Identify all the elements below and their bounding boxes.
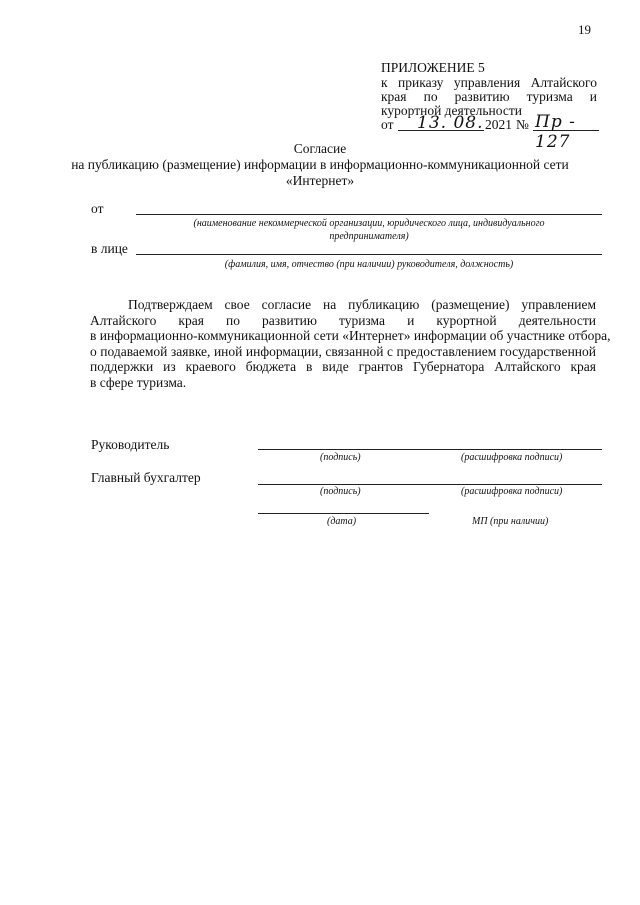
paragraph-line: Алтайского края по развитию туризма и курортной деятельности <box>90 312 596 328</box>
paragraph-line: в информационно-коммуникационной сети «Интернет» информации об участнике отбора, <box>90 328 611 344</box>
from-label: от <box>91 201 104 216</box>
date-line[interactable] <box>258 513 429 514</box>
heading-line1: на публикацию (размещение) информации в информационно-коммуникационной сети <box>71 157 569 172</box>
paragraph-line: поддержки из краевого бюджета в виде грантов Губернатора Алтайского края <box>90 359 596 375</box>
page-number: 19 <box>578 22 591 37</box>
appendix-line: курортной деятельности <box>381 103 522 118</box>
person-label: в лице <box>91 241 128 256</box>
date-year: 2021 <box>485 117 512 132</box>
accountant-decoding-hint: (расшифровка подписи) <box>461 486 563 497</box>
from-hint-line2: предпринимателя) <box>329 231 409 242</box>
date-handwritten: 13. 08. <box>417 113 484 133</box>
head-label: Руководитель <box>91 437 170 452</box>
date-hint: (дата) <box>327 516 357 527</box>
accountant-label: Главный бухгалтер <box>91 470 201 485</box>
from-hint-line1: (наименование некоммерческой организации, юридического лица, индивидуального <box>193 218 545 229</box>
paragraph-line: о подаваемой заявке, иной информации, связанной с предоставлением государственной <box>90 343 596 359</box>
head-decoding-hint: (расшифровка подписи) <box>461 452 563 463</box>
number-sign: № <box>516 117 529 132</box>
heading-line2: «Интернет» <box>285 173 355 188</box>
appendix-line: к приказу управления Алтайского <box>381 75 597 90</box>
paragraph-line: в сфере туризма. <box>90 374 187 390</box>
accountant-signature-hint: (подпись) <box>320 486 361 497</box>
appendix-title: ПРИЛОЖЕНИЕ 5 <box>381 60 485 75</box>
person-hint: (фамилия, имя, отчество (при наличии) руководителя, должность) <box>224 259 514 270</box>
date-prefix: от <box>381 117 394 132</box>
paragraph-line: Подтверждаем свое согласие на публикацию (размещение) управлением <box>128 297 596 312</box>
head-signature-line[interactable] <box>258 449 602 450</box>
appendix-date-row <box>381 112 601 152</box>
head-signature-hint: (подпись) <box>320 452 361 463</box>
person-field-line[interactable] <box>136 254 602 255</box>
appendix-line: края по развитию туризма и <box>381 89 597 104</box>
number-handwritten: Пр - 127 <box>535 112 576 152</box>
stamp-hint: МП (при наличии) <box>472 516 549 527</box>
accountant-signature-line[interactable] <box>258 484 602 485</box>
heading-title: Согласие <box>293 141 347 156</box>
consent-paragraph <box>90 297 611 391</box>
from-field-line[interactable] <box>136 214 602 215</box>
